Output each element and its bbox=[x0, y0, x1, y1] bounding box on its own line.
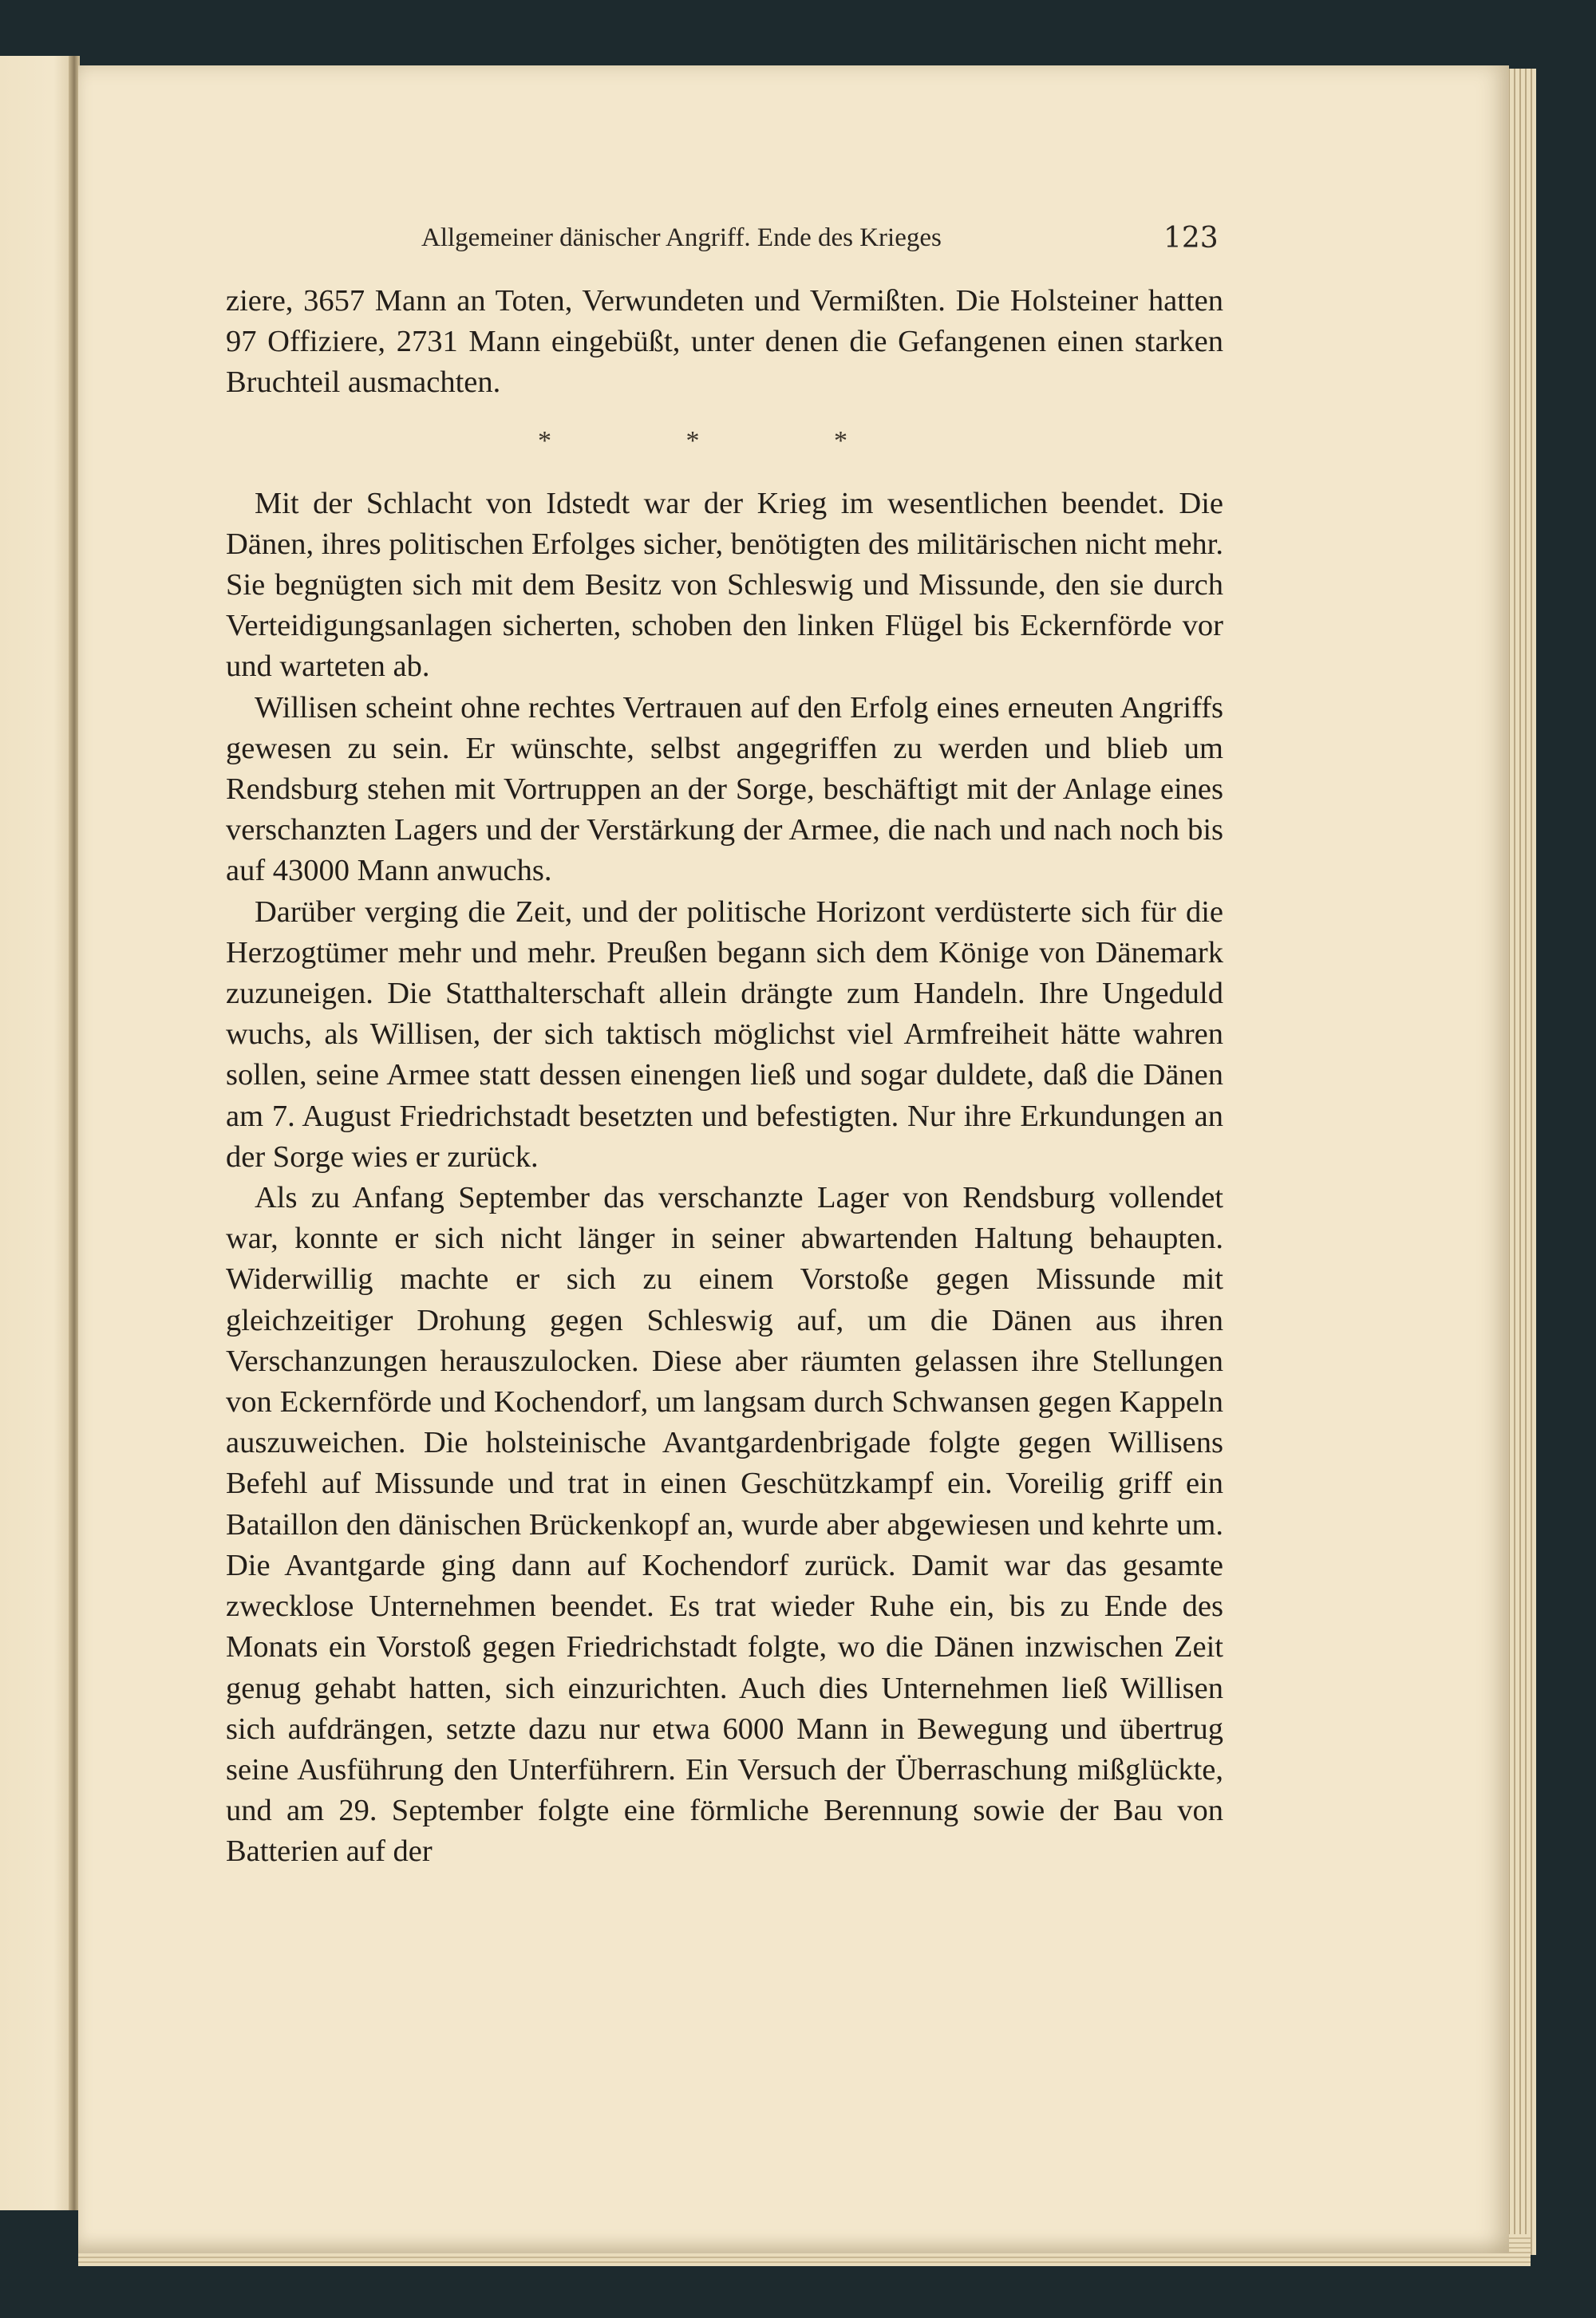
paragraph: Mit der Schlacht von Idstedt war der Krieg im wesentlichen beendet. Die Dänen, ihres politischen Erfolges sicher, benötigten des militärischen nicht mehr. Sie begnügten sich mit dem Besitz von Schleswig und Missunde, den sie durch Verteidigungsanlagen sicherten, schoben den linken Flügel bis Eckernförde vor und warteten ab. bbox=[226, 486, 1223, 684]
paragraph-continuation: ziere, 3657 Mann an Toten, Verwundeten und Vermißten. Die Holsteiner hatten 97 Offiziere, 2731 Mann eingebüßt, unter denen die Gefangenen einen starken Bruchteil ausmachten. bbox=[226, 284, 1223, 400]
running-header: Allgemeiner dänischer Angriff. Ende des Krieges bbox=[421, 223, 942, 252]
paragraph: Willisen scheint ohne rechtes Vertrauen auf den Erfolg eines erneuten Angriffs gewesen zu sein. Er wünschte, selbst angegriffen zu werden und blieb um Rendsburg stehen mit Vortruppen an der Sorge, beschäftigt mit der Anlage eines verschanzten Lagers und der Verstärkung der Armee, die nach und nach noch bis auf 43000 Mann anwuchs. bbox=[226, 690, 1223, 888]
page-stack-right-edge bbox=[1504, 69, 1536, 2255]
facing-page-edge bbox=[0, 56, 77, 2210]
page-body-text bbox=[226, 281, 1223, 1873]
section-separator: * * * bbox=[538, 425, 911, 456]
paragraph: Darüber verging die Zeit, und der politische Horizont verdüsterte sich für die Herzogtümer mehr und mehr. Preußen begann sich dem Könige von Dänemark zuzuneigen. Die Statthalterschaft allein drängte zum Handeln. Ihre Ungeduld wuchs, als Willisen, der sich taktisch möglichst viel Armfreiheit hätte wahren sollen, seine Armee statt dessen einengen ließ und sogar duldete, daß die Dänen am 7. August Friedrichstadt besetzten und befestigten. Nur ihre Erkundungen an der Sorge wies er zurück. bbox=[226, 894, 1223, 1174]
paragraph: Als zu Anfang September das verschanzte Lager von Rendsburg vollendet war, konnte er sich nicht länger in seiner abwartenden Haltung behaupten. Widerwillig machte er sich zu einem Vorstoße gegen Missunde mit gleichzeitiger Drohung gegen Schleswig auf, um die Dänen aus ihren Verschanzungen herauszulocken. Diese aber räumten gelassen ihre Stellungen von Eckernförde und Kochendorf, um langsam durch Schwansen gegen Kappeln auszuweichen. Die holsteinische Avantgardenbrigade folgte gegen Willisens Befehl auf Missunde und trat in einen Geschützkampf ein. Voreilig griff ein Bataillon den dänischen Brückenkopf an, wurde aber abgewiesen und kehrte um. Die Avantgarde ging dann auf Kochendorf zurück. Damit war das gesamte zwecklose Unternehmen beendet. Es trat wieder Ruhe ein, bis zu Ende des Monats ein Vorstoß gegen Friedrichstadt folgte, wo die Dänen inzwischen Zeit genug gehabt hatten, sich einzurichten. Auch dies Unternehmen ließ Willisen sich aufdrängen, setzte dazu nur etwa 6000 Mann in Bewegung und übertrug seine Ausführung den Unterführern. Ein Versuch der Überraschung mißglückte, und am 29. September folgte eine förmliche Berennung sowie der Bau von Batterien auf der bbox=[226, 1181, 1223, 1869]
page-number: 123 bbox=[1163, 222, 1219, 255]
